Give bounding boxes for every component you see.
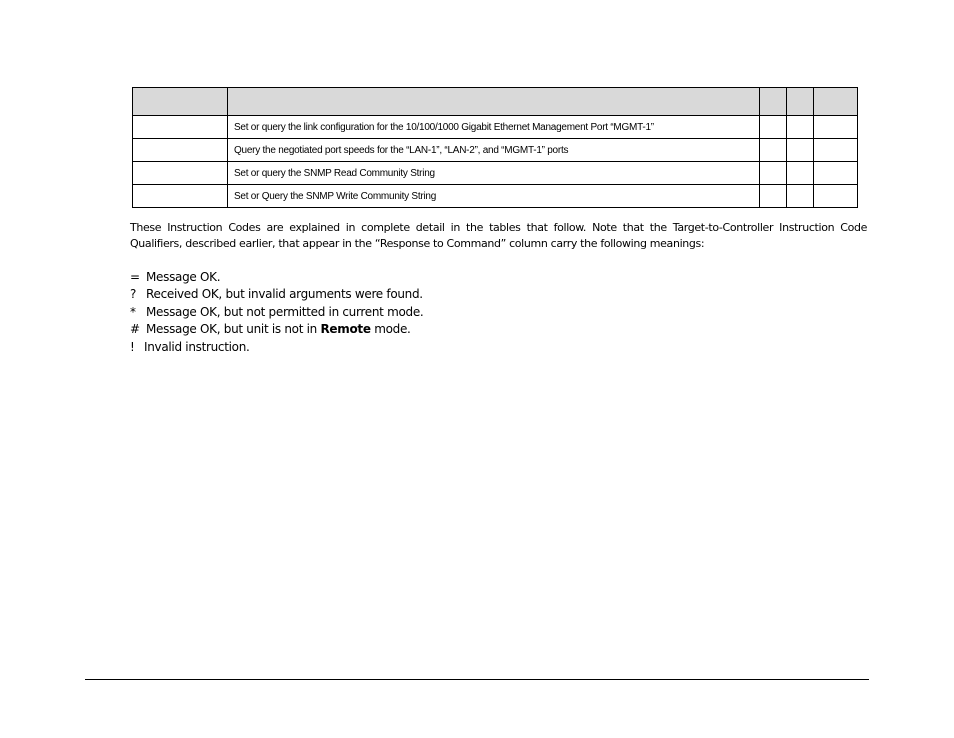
qualifier-item — [130, 321, 423, 338]
row-description: Set or query the SNMP Read Community String — [228, 162, 760, 185]
table-cell — [787, 139, 814, 162]
row-description: Query the negotiated port speeds for the “LAN-1”, “LAN-2”, and “MGMT-1” ports — [228, 139, 760, 162]
table-row — [133, 116, 858, 139]
paragraph-line: Qualifiers, described earlier, that appear in the “Response to Command” column carry the following meanings: — [130, 237, 705, 250]
qualifier-symbol: = — [130, 270, 140, 284]
table-row — [133, 185, 858, 208]
explanation-paragraph — [130, 220, 867, 252]
qualifier-list — [130, 269, 423, 356]
footer-divider — [85, 679, 869, 680]
table-cell — [760, 162, 787, 185]
qualifier-symbol: # — [130, 322, 140, 337]
table-cell — [787, 162, 814, 185]
table-cell — [133, 116, 228, 139]
table-cell — [133, 139, 228, 162]
table-cell — [814, 116, 858, 139]
qualifier-item — [130, 286, 423, 303]
row-description: Set or query the link configuration for the 10/100/1000 Gigabit Ethernet Management Port “MGMT-1” — [228, 116, 760, 139]
table-cell — [760, 185, 787, 208]
qualifier-symbol: * — [130, 304, 136, 319]
qualifier-text: Message OK, but unit is not in — [146, 322, 321, 337]
qualifier-item — [130, 304, 423, 321]
qualifier-text: mode. — [370, 322, 411, 337]
qualifier-text: Invalid instruction. — [144, 339, 250, 354]
qualifier-symbol: ! — [130, 339, 135, 354]
table-cell — [814, 162, 858, 185]
table-row — [133, 162, 858, 185]
table-cell — [760, 116, 787, 139]
table-cell — [814, 185, 858, 208]
command-table — [132, 87, 858, 208]
table-cell — [787, 116, 814, 139]
row-description: Set or Query the SNMP Write Community String — [228, 185, 760, 208]
table-row — [133, 139, 858, 162]
header-cell — [133, 88, 228, 116]
remote-mode-label: Remote — [320, 322, 371, 337]
table-cell — [760, 139, 787, 162]
qualifier-text: Received OK, but invalid arguments were found. — [146, 287, 423, 302]
header-cell — [814, 88, 858, 116]
qualifier-text: Message OK. — [146, 270, 221, 284]
header-cell — [787, 88, 814, 116]
table-cell — [814, 139, 858, 162]
paragraph-line: These Instruction Codes are explained in complete detail in the tables that follow. Note that the Target-to-Controller Instruction Code — [130, 221, 867, 234]
header-cell — [228, 88, 760, 116]
table-header-row — [133, 88, 858, 116]
table-cell — [787, 185, 814, 208]
qualifier-item — [130, 339, 423, 356]
header-cell — [760, 88, 787, 116]
table-cell — [133, 162, 228, 185]
qualifier-item — [130, 269, 423, 286]
table-cell — [133, 185, 228, 208]
qualifier-symbol: ? — [130, 287, 137, 302]
qualifier-text: Message OK, but not permitted in current mode. — [146, 304, 424, 319]
